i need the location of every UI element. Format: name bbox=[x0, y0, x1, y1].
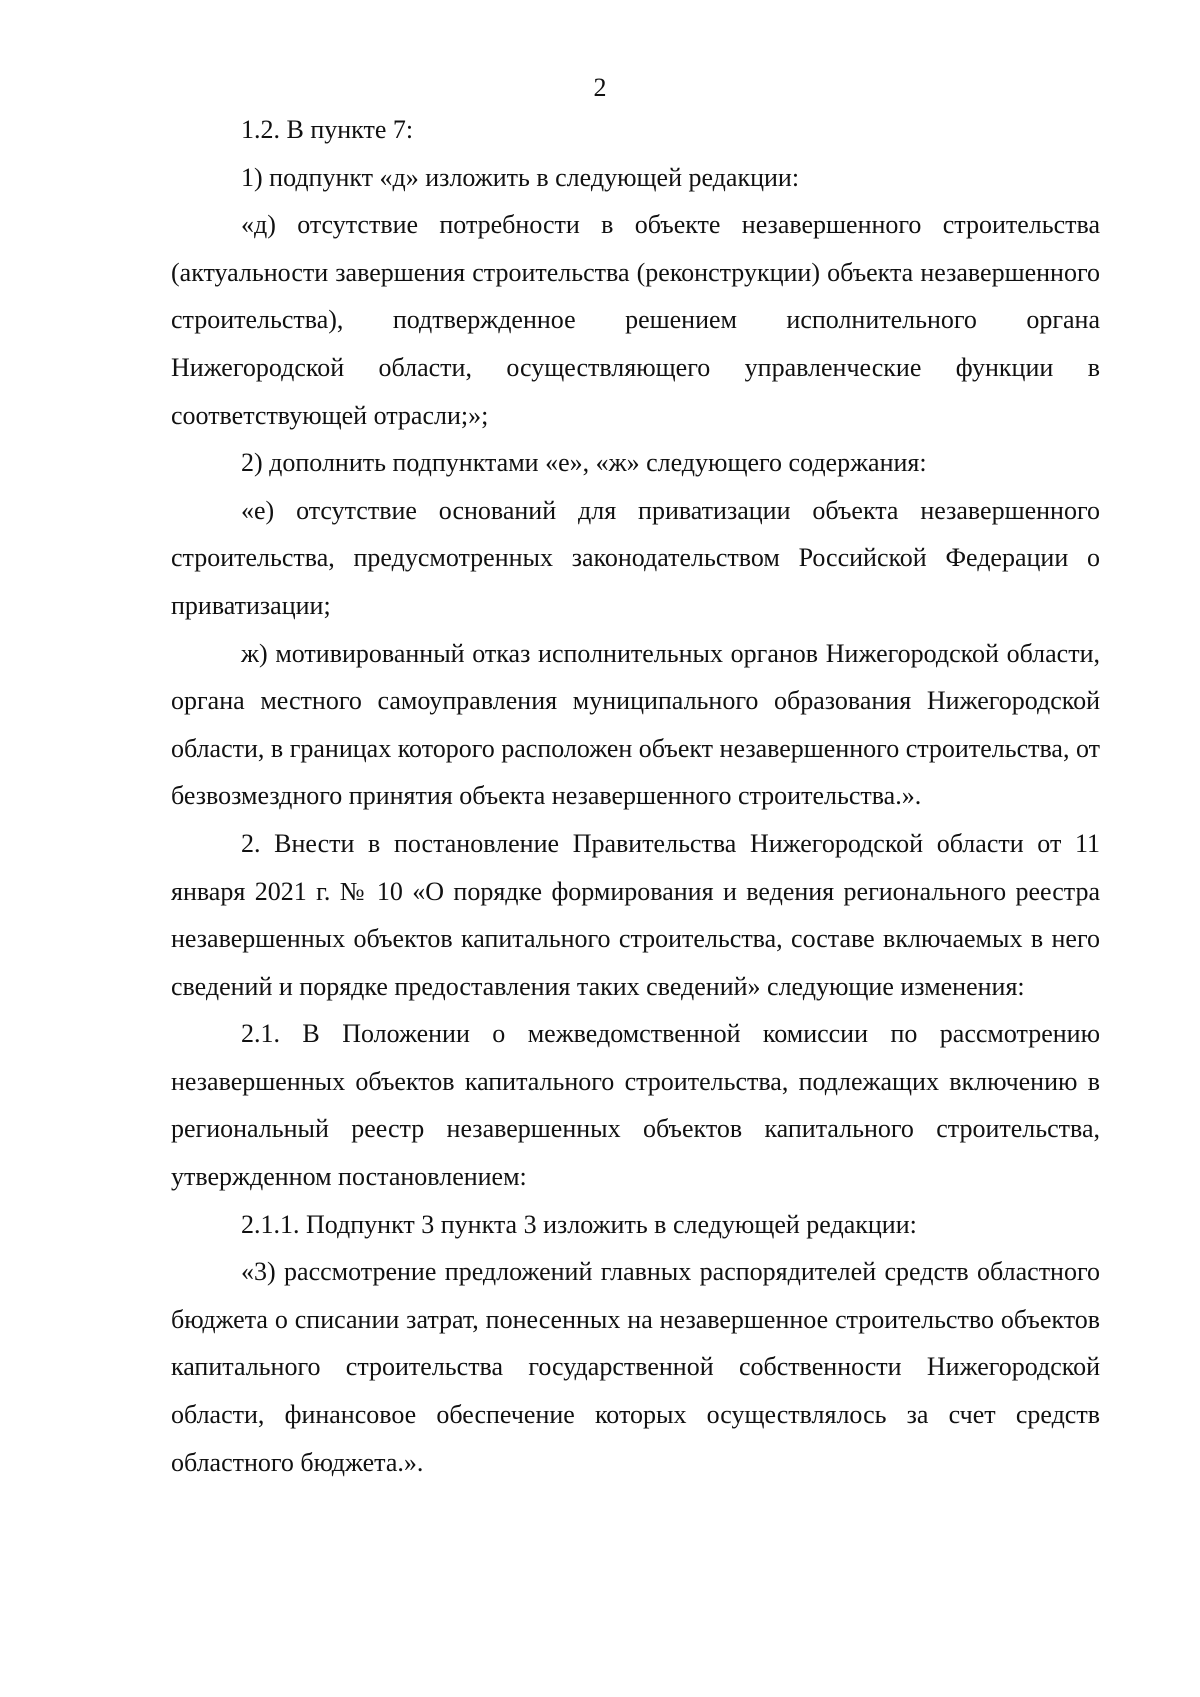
paragraph-1-2: 1.2. В пункте 7: bbox=[241, 115, 414, 144]
paragraph-subitem-2: 2) дополнить подпунктами «е», «ж» следующего содержания: bbox=[241, 448, 927, 478]
document-body bbox=[171, 106, 1100, 1486]
paragraph-2-1: 2.1. В Положении о межведомственной комиссии по рассмотрению незавершенных объектов капитального строительства, подлежащих включению в региональный реестр незавершенных объектов капитального строительства, утвержденном постановлением: bbox=[171, 1019, 1100, 1192]
paragraph-subitem-zh: ж) мотивированный отказ исполнительных органов Нижегородской области, органа местного самоуправления муниципального образования Нижегородской области, в границах которого расположен объект незавершенного строительства, от безвозмездного принятия объекта незавершенного строительства.». bbox=[171, 638, 1100, 811]
paragraph-subitem-e: «е) отсутствие оснований для приватизации объекта незавершенного строительства, предусмотренных законодательством Российской Федерации о приватизации; bbox=[171, 495, 1100, 620]
paragraph-subitem-1: 1) подпункт «д» изложить в следующей редакции: bbox=[241, 162, 800, 192]
paragraph-subitem-3: «3) рассмотрение предложений главных распорядителей средств областного бюджета о списании затрат, понесенных на незавершенное строительство объектов капитального строительства государственной собственности Нижегородской области, финансовое обеспечение которых осуществлялось за счет средств областного бюджета.». bbox=[171, 1257, 1100, 1477]
paragraph-subitem-d: «д) отсутствие потребности в объекте незавершенного строительства (актуальности завершения строительства (реконструкции) объекта незавершенного строительства), подтвержденное решением исполнительного органа Нижегородской области, осуществляющего управленческие функции в соответствующей отрасли;»; bbox=[171, 210, 1100, 430]
page-number: 2 bbox=[593, 73, 607, 102]
paragraph-2-1-1: 2.1.1. Подпункт 3 пункта 3 изложить в следующей редакции: bbox=[241, 1209, 917, 1239]
paragraph-2: 2. Внести в постановление Правительства Нижегородской области от 11 января 2021 г. № 10 «О порядке формирования и ведения регионального реестра незавершенных объектов капитального строительства, составе включаемых в него сведений и порядке предоставления таких сведений» следующие изменения: bbox=[171, 828, 1100, 1001]
